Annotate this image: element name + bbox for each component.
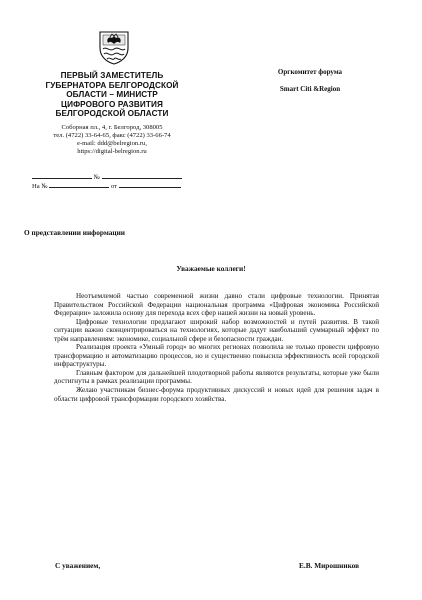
recipient-line: Smart Citi &Region bbox=[279, 84, 341, 93]
signatory-name: Е.В. Мирошников bbox=[299, 561, 360, 570]
salutation: Уважаемые коллеги! bbox=[176, 264, 246, 273]
recipient-line: Оргкомитет форума bbox=[277, 68, 343, 76]
address-line: e-mail: ddd@belregion.ru, bbox=[77, 139, 147, 147]
letter-subject: О представлении информации bbox=[24, 228, 126, 237]
ref-no-label: № bbox=[93, 174, 100, 181]
ref-reply-line bbox=[32, 181, 181, 191]
sender-organization bbox=[32, 71, 192, 119]
body-paragraph: Реализация проекта «Умный город» во многих регионах позволила не только провести цифровую трансформацию и автоматизацию процессов, но и существенно повысила эффективность всей городской инфраструктуры. bbox=[54, 343, 379, 369]
closing-phrase: С уважением, bbox=[55, 561, 101, 570]
body-paragraph: Цифровые технологии предлагают широкий набор возможностей и путей развития. В такой ситуации важно сконцентрироваться на технологиях, которые дадут наибольший суммарный эффект по трём направлениям: экономике, социальной сфере и безопасности граждан. bbox=[54, 317, 379, 343]
body-paragraph: Главным фактором для дальнейшей плодотворной работы являются результаты, которые уже были достигнуты в рамках реализации программы. bbox=[54, 368, 379, 386]
address-line: https://digital-belregion.ru bbox=[77, 147, 147, 155]
org-line: БЕЛГОРОДСКОЙ ОБЛАСТИ bbox=[55, 109, 169, 119]
org-line: ОБЛАСТИ – МИНИСТР bbox=[66, 90, 158, 100]
reply-date-blank bbox=[119, 181, 181, 188]
org-line: ПЕРВЫЙ ЗАМЕСТИТЕЛЬ bbox=[60, 71, 164, 80]
ref-on-label: На № bbox=[32, 183, 48, 190]
address-line: Соборная пл., 4, г. Белгород, 308005 bbox=[61, 124, 163, 131]
sender-address bbox=[32, 124, 192, 156]
body-paragraph: Неотъемлемой частью современной жизни давно стали цифровые технологии. Принятая Правительством Российской Федерации национальная программа «Цифровая экономика Российской Федерации» заложила основу для перехода всех сфер нашей жизни на новый уровень. bbox=[54, 292, 379, 318]
date-blank bbox=[32, 172, 92, 179]
org-line: ЦИФРОВОГО РАЗВИТИЯ bbox=[61, 99, 163, 109]
coat-of-arms-icon bbox=[96, 30, 132, 66]
ref-from-label: от bbox=[110, 183, 118, 190]
reply-number-blank bbox=[49, 181, 109, 188]
org-line: ГУБЕРНАТОРА БЕЛГОРОДСКОЙ bbox=[45, 80, 179, 90]
address-line: тел. (4722) 33-64-65, факс (4722) 33-66-74 bbox=[53, 131, 171, 139]
body-paragraph: Желаю участникам бизнес-форума продуктивных дискуссий и новых идей для решения задач в области цифровой трансформации городского хозяйства. bbox=[54, 386, 379, 403]
recipient-block bbox=[254, 68, 366, 93]
number-blank bbox=[102, 172, 182, 179]
letter-body bbox=[54, 292, 379, 403]
